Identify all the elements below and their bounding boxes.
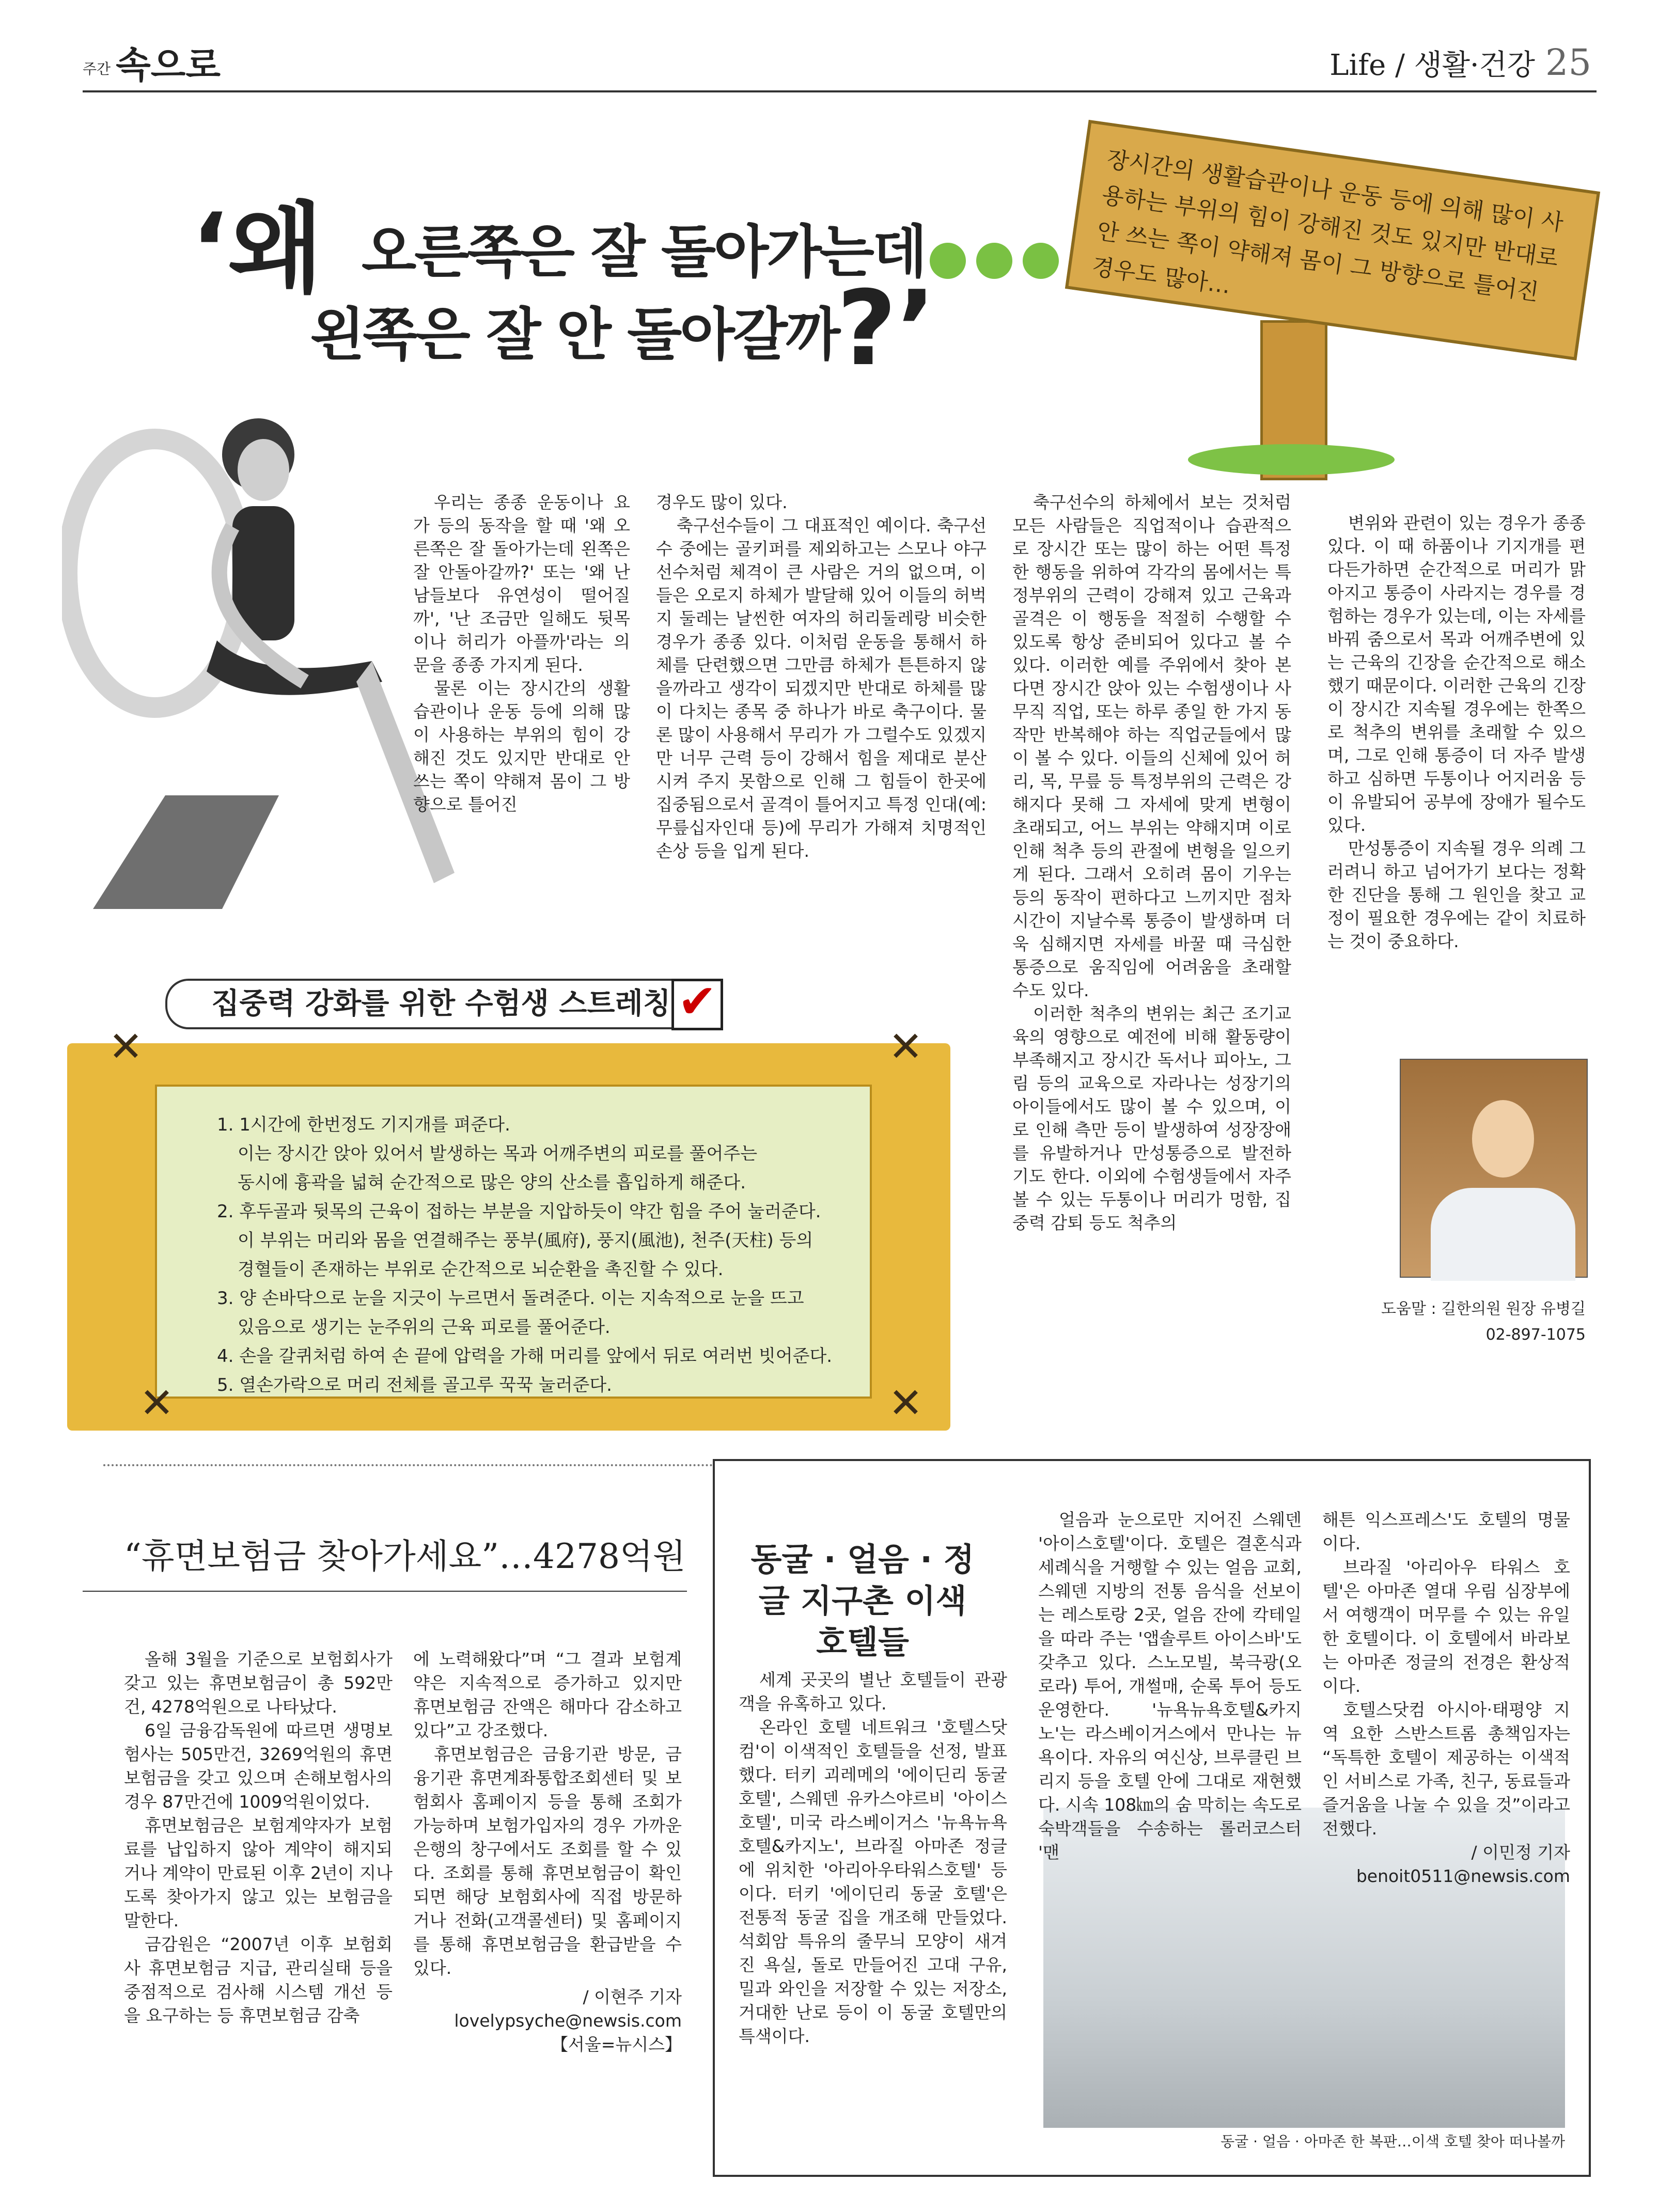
- paragraph: 올해 3월을 기준으로 보험회사가 갖고 있는 휴면보험금이 총 592만건, 4278억원으로 나타났다.: [124, 1649, 393, 1717]
- doctor-name: 도움말 : 길한의원 원장 유병길: [1381, 1300, 1586, 1318]
- paragraph: 금감원은 “2007년 이후 보험회사 휴면보험금 지급, 관리실태 등을 중점적으로 검사해 시스템 개선 등을 요구하는 등 휴면보험금 감축: [124, 1934, 393, 2026]
- paragraph: 우리는 종종 운동이나 요가 등의 동작을 할 때 '왜 오른쪽은 잘 돌아가는데 왼쪽은 잘 안돌아갈까?' 또는 '왜 난 남들보다 유연성이 떨어질까', '난 조금만 일해도 뒷목이나 허리가 아플까'라는 의문을 종종 가지게 된다.: [413, 492, 630, 675]
- title-question-mark: ?’: [837, 269, 936, 389]
- article1-column-b: [413, 1648, 682, 2057]
- article1-title: “휴면보험금 찾아가세요”…4278억원: [124, 1536, 686, 1576]
- paragraph: 경우도 많이 있다.: [656, 492, 788, 512]
- paragraph: 축구선수의 하체에서 보는 것처럼 모든 사람들은 직업적이나 습관적으로 장시간 또는 많이 하는 어떤 특정한 행동을 위하여 각각의 몸에서는 특정부위의 근력이 강해져 있고 근육과 골격은 이 행동을 적절히 수행할 수 있도록 항상 준비되어 있다고 볼 수 있다. 이러한 예를 주위에서 찾아 본다면 장시간 앉아 있는 수험생이나 사무직 직업, 또는 하루 종일 한 가지 동작만 반복해야 하는 직업군들에서 많이 볼 수 있다. 이들의 신체에 있어 허리, 목, 무릎 등 특정부위의 근력은 강해지다 못해 그 자세에 맞게 변형이 초래되고, 어느 부위는 약해지며 이로 인해 척추 등의 관절에 변형을 일으키게 된다. 그래서 오히려 몸이 기우는 등의 동작이 편하다고 느끼지만 점차 시간이 지날수록 통증이 발생하며 더욱 심해지면 자세를 바꿀 때 극심한 통증으로 움직임에 어려움을 초래할 수도 있다.: [1012, 492, 1291, 1000]
- article1-email: lovelypsyche@newsis.com: [454, 2011, 682, 2031]
- stretch-title: 집중력 강화를 위한 수험생 스트레칭: [165, 979, 717, 1029]
- list-item: 4. 손을 갈퀴처럼 하여 손 끝에 압력을 가해 머리를 앞에서 뒤로 여러번 빗어준다.: [217, 1346, 833, 1367]
- paragraph: 이러한 척추의 변위는 최근 조기교육의 영향으로 예전에 비해 활동량이 부족해지고 장시간 독서나 피아노, 그림 등의 교육으로 자라나는 성장기의 아이들에서도 많이 볼 수 있으며, 이로 인해 측만 등이 발생하여 성장장애를 유발하거나 만성통증으로 발전하기도 한다. 이외에 수험생들에서 자주 볼 수 있는 두통이나 머리가 멍함, 집중력 감퇴 등도 척추의: [1012, 1003, 1291, 1233]
- paragraph: 축구선수들이 그 대표적인 예이다. 축구선수 중에는 골키퍼를 제외하고는 스모나 야구선수처럼 체격이 큰 사람은 거의 없으며, 이들은 오로지 하체가 발달해 있어 이들의 허벅지 둘레는 날씬한 여자의 허리둘레랑 비슷한 경우가 종종 있다. 이처럼 운동을 통해서 하체를 단련했으면 그만큼 하체가 튼튼하지 않을까라고 생각이 되겠지만 반대로 하체를 많이 다치는 종목 중 하나가 바로 축구이다. 물론 많이 사용해서 무리가 가 그럴수도 있겠지만 너무 근력 등이 강해서 힘을 제대로 분산시켜 주지 못함으로 인해 그 힘들이 한곳에 집중됨으로서 골격이 틀어지고 특정 인대(예: 무릎십자인대 등)에 무리가 가해져 치명적인 손상 등을 입게 된다.: [656, 515, 987, 861]
- plant-icon: [1023, 243, 1059, 279]
- paragraph: 온라인 호텔 네트워크 '호텔스닷컴'이 이색적인 호텔들을 선정, 발표했다. 터키 괴레메의 '에이딘리 동굴호텔', 스웨덴 유카스야르비 '아이스호텔', 미국 라스베이거스 '뉴욕뉴욕호텔&카지노', 브라질 아마존 정글에 위치한 '아리아우타워스호텔' 등이다. 터키 '에이딘리 동굴 호텔'은 전통적 동굴 집을 개조해 만들었다. 석회암 특유의 줄무늬 모양이 새겨진 욕실, 돌로 만들어진 고대 구유, 밀과 와인을 저장할 수 있는 저장소, 거대한 난로 등이 이 동굴 호텔만의 특색이다.: [739, 1717, 1007, 2046]
- article2-email: benoit0511@newsis.com: [1356, 1866, 1570, 1886]
- paragraph: 해튼 익스프레스'도 호텔의 명물이다.: [1322, 1510, 1570, 1554]
- doctor-phone: 02-897-1075: [1485, 1326, 1586, 1344]
- header-rule: [83, 90, 1597, 92]
- list-item: 2. 후두골과 뒷목의 근육이 접하는 부분을 지압하듯이 약간 힘을 주어 눌러준다.: [217, 1201, 821, 1222]
- doctor-photo-head: [1472, 1100, 1534, 1178]
- list-item: 이 부위는 머리와 몸을 연결해주는 풍부(風府), 풍지(風池), 천주(天柱) 등의: [238, 1230, 813, 1251]
- article2-column-a: [739, 1668, 1007, 2048]
- paragraph: 휴면보험금은 보험계약자가 보험료를 납입하지 않아 계약이 해지되거나 계약이 만료된 이후 2년이 지나도록 찾아가지 않고 있는 보험금을 말한다.: [124, 1815, 393, 1931]
- list-item: 1. 1시간에 한번정도 기지개를 펴준다.: [217, 1115, 510, 1135]
- article1-rule: [83, 1591, 687, 1592]
- page-number: 25: [1545, 41, 1591, 84]
- section-label: Life / 생활·건강: [1329, 49, 1535, 82]
- doctor-caption: [1353, 1296, 1586, 1348]
- article1-byline: / 이현주 기자: [583, 1987, 682, 2007]
- article1-source: 【서울=뉴시스】: [551, 2034, 682, 2054]
- body-column-4: [1327, 511, 1586, 953]
- plant-icons: [930, 243, 1069, 281]
- article2-byline: / 이민정 기자: [1471, 1842, 1570, 1862]
- dotted-divider: [103, 1464, 713, 1466]
- article1-column-a: [124, 1648, 393, 2028]
- plant-icon: [930, 243, 966, 279]
- doctor-photo-body: [1431, 1188, 1575, 1281]
- list-item: 있음으로 생기는 눈주위의 근육 피로를 풀어준다.: [238, 1317, 611, 1338]
- article2-column-c: [1322, 1508, 1570, 1888]
- title-line-2: 왼쪽은 잘 안 돌아갈까: [310, 302, 839, 368]
- paragraph: 호텔스닷컴 아시아·태평양 지역 요한 스반스트롬 총책임자는 “독특한 호텔이 제공하는 이색적인 서비스로 가족, 친구, 동료들과 즐거움을 나눌 수 있을 것”이라고 전했다.: [1322, 1700, 1570, 1839]
- rope-tie-icon: ✕: [888, 1023, 924, 1071]
- wooden-sign: [1065, 120, 1600, 360]
- body-column-1: [413, 491, 630, 816]
- list-item: 동시에 흉곽을 넓혀 순간적으로 많은 양의 산소를 흡입하게 해준다.: [238, 1172, 746, 1193]
- list-item: 이는 장시간 앉아 있어서 발생하는 목과 어깨주변의 피로를 풀어주는: [238, 1143, 758, 1164]
- article2-title: 동굴 · 얼음 · 정글 지구촌 이색 호텔들: [750, 1541, 975, 1661]
- title-line-1: 오른쪽은 잘 돌아가는데: [362, 219, 926, 285]
- masthead-logo: 속으로: [116, 43, 221, 86]
- body-column-3: [1012, 491, 1291, 1234]
- masthead-small: 주간: [83, 60, 111, 77]
- list-item: 3. 양 손바닥으로 눈을 지긋이 누르면서 돌려준다. 이는 지속적으로 눈을 뜨고: [217, 1288, 804, 1309]
- photo-caption: 동굴 · 얼음 · 아마존 한 복판…이색 호텔 찾아 떠나볼까: [1221, 2133, 1565, 2150]
- paragraph: 세계 곳곳의 별난 호텔들이 관광객을 유혹하고 있다.: [739, 1670, 1007, 1714]
- paragraph: 에 노력해왔다”며 “그 결과 보험계약은 지속적으로 증가하고 있지만 휴면보험금 잔액은 해마다 감소하고 있다”고 강조했다.: [413, 1649, 682, 1740]
- stretch-list: [217, 1110, 852, 1400]
- sign-text: 장시간의 생활습관이나 운동 등에 의해 많이 사용하는 부위의 힘이 강해진 것도 있지만 반대로 안 쓰는 쪽이 약해져 몸이 그 방향으로 틀어진 경우도 많아…: [1090, 146, 1565, 306]
- section-header: [1329, 41, 1591, 84]
- rope-tie-icon: ✕: [888, 1379, 924, 1427]
- paragraph: 만성통증이 지속될 경우 의례 그러려니 하고 넘어가기 보다는 정확한 진단을 통해 그 원인을 찾고 교정이 필요한 경우에는 같이 치료하는 것이 중요하다.: [1327, 838, 1586, 951]
- article2-column-b: [1038, 1508, 1302, 1864]
- rope-tie-icon: ✕: [108, 1023, 144, 1071]
- paragraph: 휴면보험금은 금융기관 방문, 금융기관 휴면계좌통합조회센터 및 보험회사 홈페이지 등을 통해 조회가 가능하며 보험가입자의 경우 가까운 은행의 창구에서도 조회를 할 수 있다. 조회를 통해 휴면보험금이 확인되면 해당 보험회사에 직접 방문하거나 전화(고객콜센터) 및 홈페이지를 통해 휴면보험금을 환급받을 수 있다.: [413, 1744, 682, 1978]
- list-item: 5. 열손가락으로 머리 전체를 골고루 꾹꾹 눌러준다.: [217, 1375, 612, 1395]
- plant-icon: [976, 243, 1012, 279]
- checkbox-icon: ✔: [671, 979, 723, 1030]
- paragraph: 얼음과 눈으로만 지어진 스웨덴 '아이스호텔'이다. 호텔은 결혼식과 세례식을 거행할 수 있는 얼음 교회, 스웨덴 지방의 전통 음식을 선보이는 레스토랑 2곳, 얼음 잔에 칵테일을 따라 주는 '앱솔루트 아이스바'도 갖추고 있다. 스노모빌, 북극광(오로라) 투어, 개썰매, 순록 투어 등도 운영한다. '뉴욕뉴욕호텔&카지노'는 라스베이거스에서 만나는 뉴욕이다. 자유의 여신상, 브루클린 브리지 등을 호텔 안에 그대로 재현했다. 시속 108㎞의 숨 막히는 속도로 숙박객들을 수송하는 롤러코스터 '맨: [1038, 1510, 1302, 1862]
- grass-tuft: [1188, 444, 1395, 475]
- rope-tie-icon: ✕: [139, 1379, 175, 1427]
- paragraph: 6일 금융감독원에 따르면 생명보험사는 505만건, 3269억원의 휴면보험금을 갖고 있으며 손해보험사의 경우 87만건에 1009억원이었다.: [124, 1720, 393, 1812]
- paragraph: 변위와 관련이 있는 경우가 종종 있다. 이 때 하품이나 기지개를 편다든가하면 순간적으로 머리가 맑아지고 통증이 사라지는 경우를 경험하는 경우가 있는데, 이는 자세를 바꿔 줌으로서 목과 어깨주변에 있는 근육의 긴장을 순간적으로 해소했기 때문이다. 이러한 근육의 긴장이 장시간 지속될 경우에는 한쪽으로 척추의 변위를 초래할 수 있으며, 그로 인해 통증이 더 자주 발생하고 심하면 두통이나 어지러움 등이 유발되어 공부에 장애가 될수도 있다.: [1327, 513, 1586, 835]
- paragraph: 물론 이는 장시간의 생활습관이나 운동 등에 의해 많이 사용하는 부위의 힘이 강해진 것도 있지만 반대로 안 쓰는 쪽이 약해져 몸이 그 방향으로 틀어진: [413, 678, 630, 814]
- paragraph: 브라질 '아리아우 타워스 호텔'은 아마존 열대 우림 심장부에서 여행객이 머무를 수 있는 유일한 호텔이다. 이 호텔에서 바라보는 아마존 정글의 전경은 환상적이다.: [1322, 1557, 1570, 1696]
- list-item: 경혈들이 존재하는 부위로 순간적으로 뇌순환을 촉진할 수 있다.: [238, 1259, 724, 1280]
- title-why: ‘왜: [191, 192, 323, 306]
- body-column-2: [656, 491, 987, 862]
- magazine-masthead: [83, 36, 221, 88]
